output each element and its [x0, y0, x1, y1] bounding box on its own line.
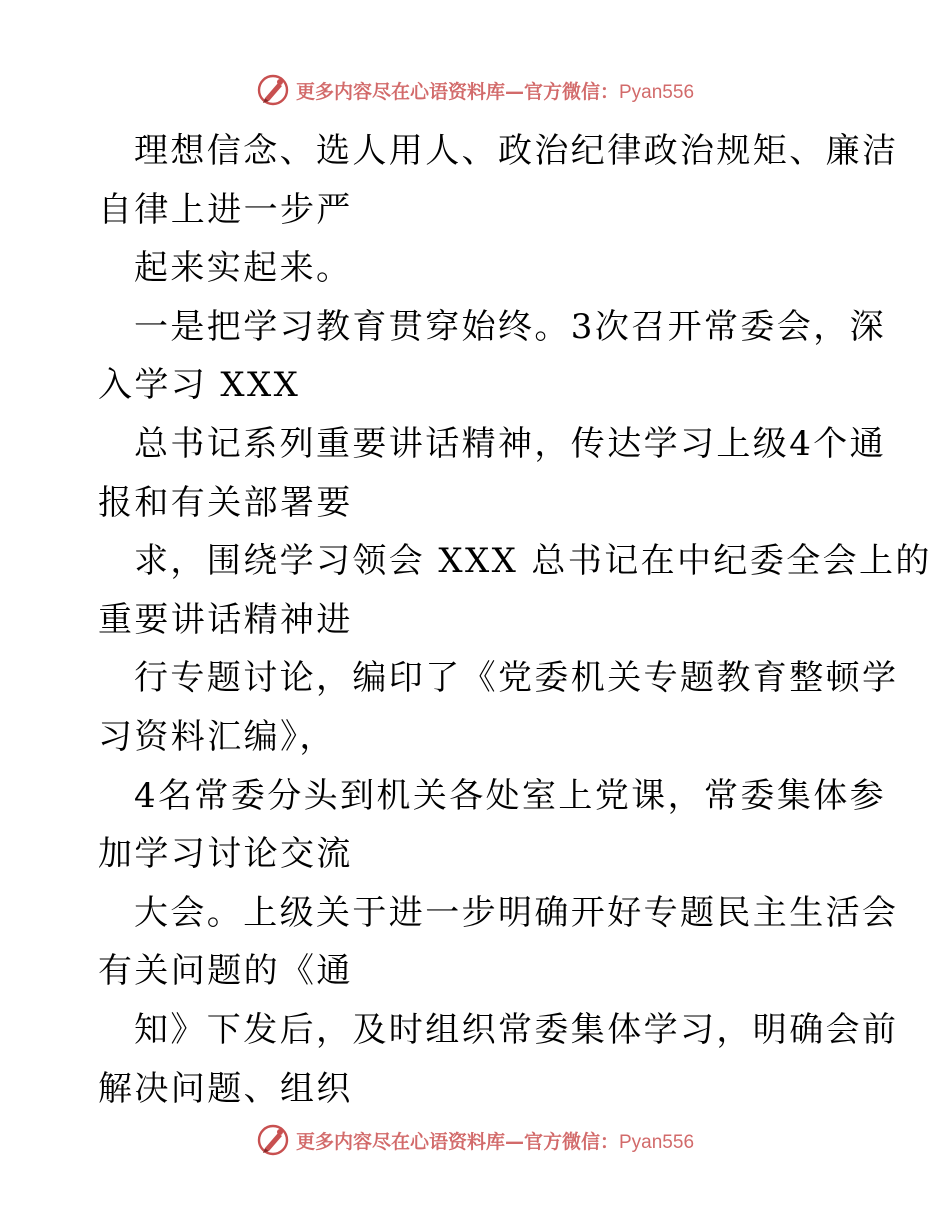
watermark-id: Pyan556 — [619, 81, 695, 103]
text-line: 起来实起来。 — [134, 248, 353, 289]
text-line: 有关问题的《通 — [98, 951, 353, 992]
header-watermark — [0, 70, 950, 110]
text-line: 入学习 XXX — [98, 365, 301, 406]
document-body — [98, 122, 932, 1118]
text-line: 理想信念、选人用人、政治纪律政治规矩、廉洁 — [134, 131, 899, 171]
text-line: 自律上进一步严 — [98, 189, 353, 230]
pen-logo-icon — [256, 73, 290, 107]
watermark-text: 更多内容尽在心语资料库—官方微信： — [295, 80, 619, 103]
text-line: 重要讲话精神进 — [98, 599, 353, 640]
text-line: 行专题讨论，编印了《党委机关专题教育整顿学 — [134, 658, 899, 699]
text-line: 习资料汇编》， — [98, 716, 336, 757]
text-line: 大会。上级关于进一步明确开好专题民主生活会 — [134, 892, 899, 933]
text-line: 总书记系列重要讲话精神，传达学习上级4个通 — [134, 423, 887, 464]
text-line: 报和有关部署要 — [98, 482, 353, 523]
watermark-text: 更多内容尽在心语资料库—官方微信： — [295, 1130, 619, 1153]
text-line: 一是把学习教育贯穿始终。3次召开常委会，深 — [134, 306, 887, 347]
text-line: 知》下发后，及时组织常委集体学习，明确会前 — [134, 1009, 899, 1050]
footer-watermark — [0, 1120, 950, 1160]
watermark-id: Pyan556 — [619, 1131, 695, 1153]
text-line: 解决问题、组织 — [98, 1068, 353, 1109]
text-line: 求，围绕学习领会 XXX 总书记在中纪委全会上的 — [134, 541, 932, 582]
text-line: 加学习讨论交流 — [98, 834, 353, 875]
pen-logo-icon — [256, 1123, 290, 1157]
text-line: 4名常委分头到机关各处室上党课，常委集体参 — [134, 775, 887, 816]
